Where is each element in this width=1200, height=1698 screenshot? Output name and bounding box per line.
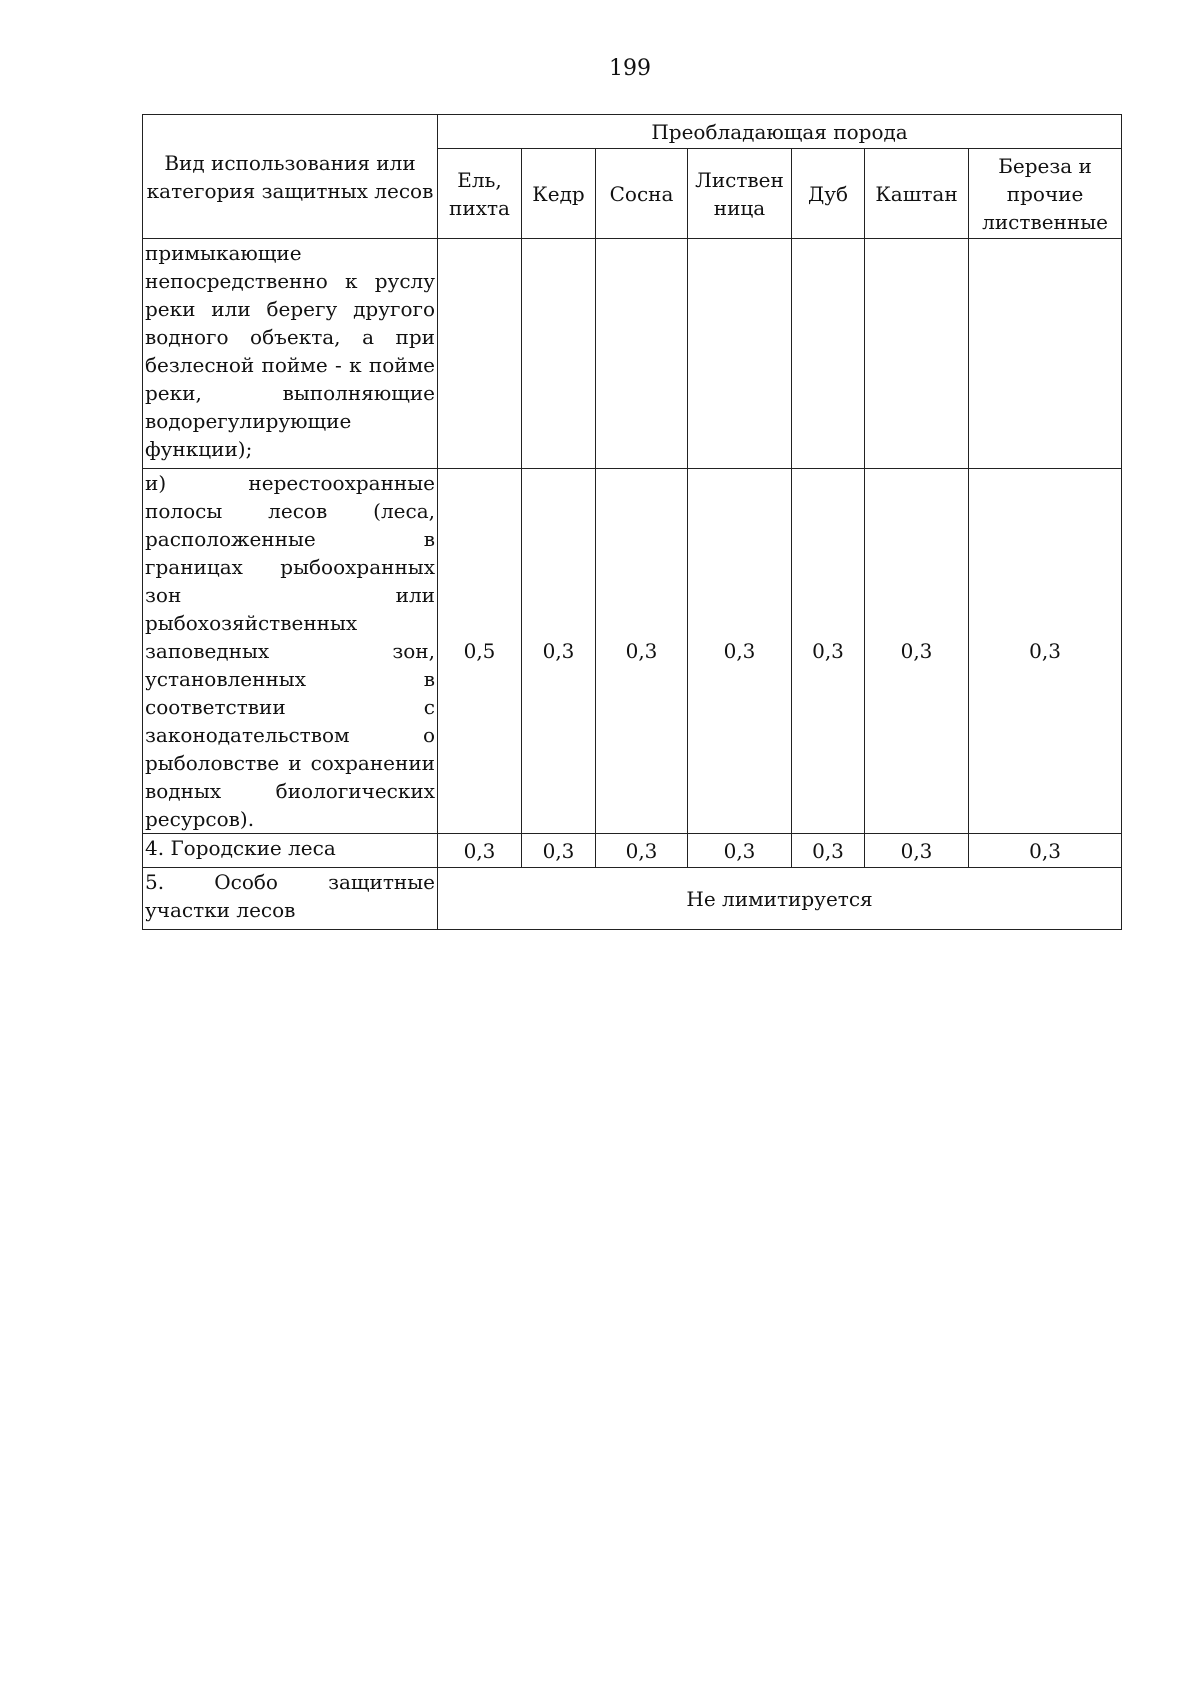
table-cell: 0,5 (438, 469, 522, 834)
table-row (143, 469, 1122, 834)
header-species-cedar: Кедр (522, 149, 596, 239)
table-row (143, 239, 1122, 469)
header-species-birch-other: Береза и прочие лиственные (969, 149, 1122, 239)
table-cell (596, 239, 688, 469)
header-species-larch: Листвен ница (688, 149, 792, 239)
table-cell: 0,3 (865, 834, 969, 868)
table-cell: 0,3 (969, 834, 1122, 868)
table-cell: 0,3 (969, 469, 1122, 834)
page-number: 199 (609, 56, 651, 81)
forest-use-table (142, 114, 1122, 930)
row-label: 4. Городские леса (143, 834, 438, 868)
table-cell: 0,3 (596, 469, 688, 834)
table-cell: 0,3 (688, 834, 792, 868)
row-label: 5. Особо защитные участки лесов (143, 868, 438, 930)
header-species-oak: Дуб (792, 149, 865, 239)
table-cell (792, 239, 865, 469)
row-label: примыкающие непосредственно к руслу реки или берегу другого водного объекта, а при безлесной пойме - к пойме реки, выполняющие водорегулирующие функции); (143, 239, 438, 469)
table-cell (865, 239, 969, 469)
table-cell: 0,3 (792, 469, 865, 834)
table-cell (688, 239, 792, 469)
table-cell: 0,3 (596, 834, 688, 868)
header-species-chestnut: Каштан (865, 149, 969, 239)
table-cell (438, 239, 522, 469)
table-cell: 0,3 (865, 469, 969, 834)
header-species-pine: Сосна (596, 149, 688, 239)
table-cell: 0,3 (688, 469, 792, 834)
table-row (143, 868, 1122, 930)
header-dominant-species: Преобладающая порода (438, 115, 1122, 149)
row-label: и) нерестоохранные полосы лесов (леса, расположенные в границах рыбоохранных зон или рыбохозяйственных заповедных зон, установленных в соответствии с законодательством о рыболовстве и сохранении водных биологических ресурсов). (143, 469, 438, 834)
merged-cell-not-limited: Не лимитируется (438, 868, 1122, 930)
header-use-category: Вид использования или категория защитных лесов (143, 115, 438, 239)
table-cell: 0,3 (438, 834, 522, 868)
table-cell: 0,3 (522, 469, 596, 834)
header-species-spruce-fir: Ель, пихта (438, 149, 522, 239)
table-cell: 0,3 (522, 834, 596, 868)
table-cell (969, 239, 1122, 469)
table-cell: 0,3 (792, 834, 865, 868)
table-row (143, 834, 1122, 868)
table-cell (522, 239, 596, 469)
